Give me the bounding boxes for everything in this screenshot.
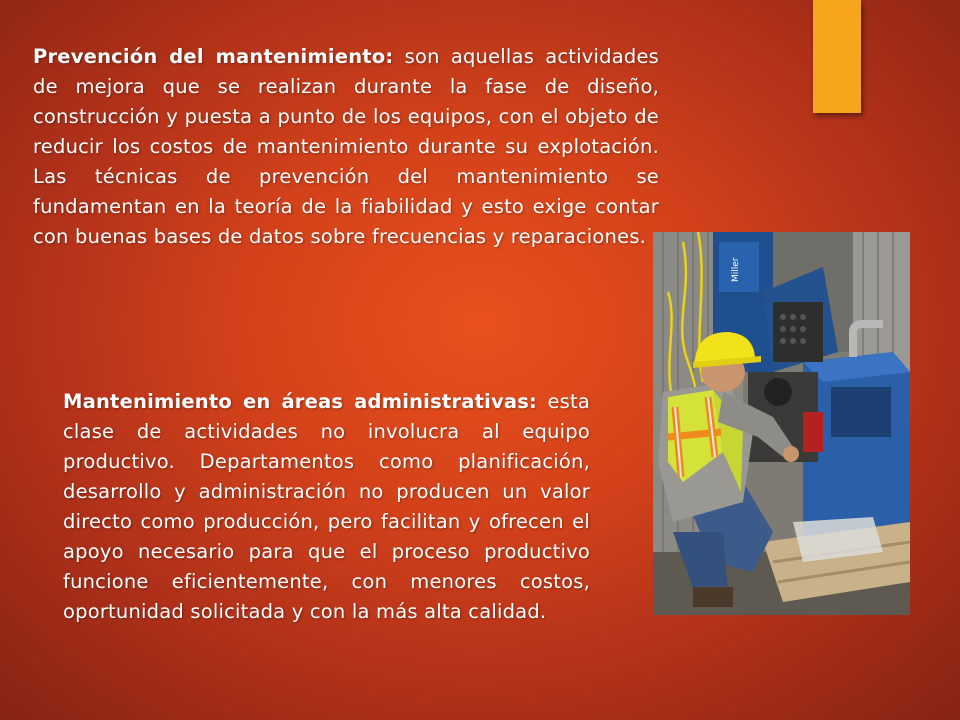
machine-brand-label: Miller bbox=[731, 257, 741, 282]
paragraph-areas-administrativas-heading: Mantenimiento en áreas administrativas: bbox=[63, 390, 538, 413]
paragraph-areas-administrativas bbox=[63, 387, 590, 627]
accent-bar bbox=[813, 0, 861, 113]
paragraph-prevencion-body: son aquellas actividades de mejora que se realizan durante la fase de diseño, construcción y puesta a punto de los equipos, con el objeto de reducir los costos de mantenimiento durante su explotación. Las técnicas de prevención del mantenimiento se fundamentan en la teoría de la fiabilidad y esto exige contar con buenas bases de datos sobre frecuencias y reparaciones. bbox=[33, 45, 659, 248]
paragraph-areas-administrativas-body: esta clase de actividades no involucra al equipo productivo. Departamentos como planificación, desarrollo y administración no producen un valor directo como producción, pero facilitan y ofrecen el apoyo necesario para que el proceso productivo funcione eficientemente, con menores costos, oportunidad solicitada y con la más alta calidad. bbox=[63, 390, 590, 623]
paragraph-prevencion-heading: Prevención del mantenimiento: bbox=[33, 45, 394, 68]
worker-repairing-machine-photo bbox=[653, 232, 910, 615]
paragraph-prevencion bbox=[33, 42, 659, 252]
